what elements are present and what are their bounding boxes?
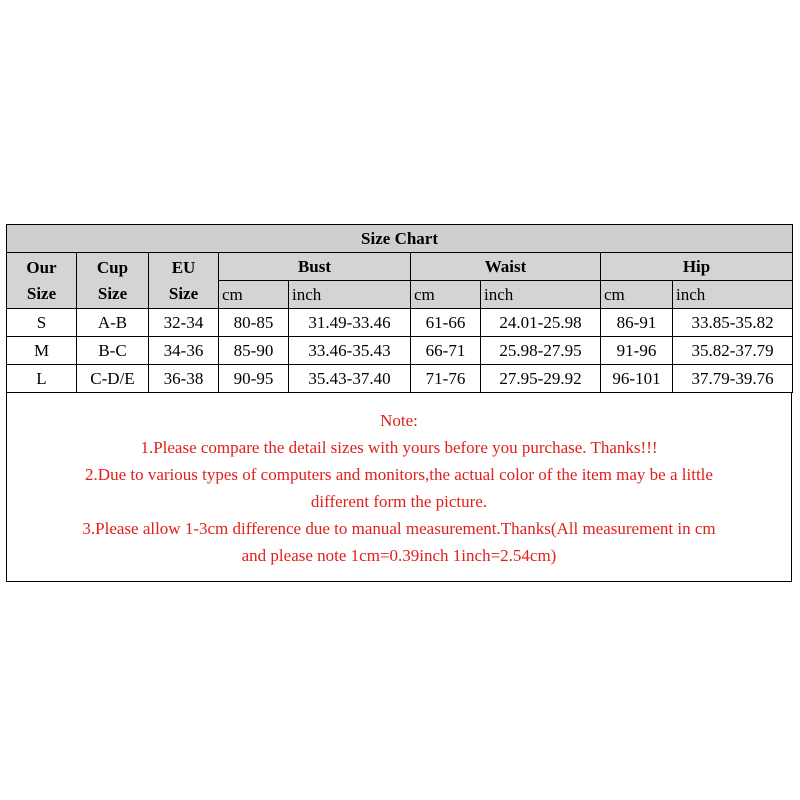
note-line: different form the picture. [310,492,488,511]
cell-waist-cm: 66-71 [411,337,481,365]
cell-waist-inch: 24.01-25.98 [481,309,601,337]
header-our-line2: Size [26,283,57,303]
cell-hip-cm: 96-101 [601,365,673,393]
note-box [6,393,792,582]
table-row [7,365,793,393]
note-heading: Note: [380,411,418,430]
cell-eu-size: 36-38 [149,365,219,393]
chart-title: Size Chart [7,225,793,253]
header-hip-cm: cm [601,281,673,309]
header-hip-inch: inch [673,281,793,309]
header-eu-size [149,253,219,309]
header-our-line1: Our [26,257,57,277]
cell-our-size: S [7,309,77,337]
cell-hip-inch: 35.82-37.79 [673,337,793,365]
header-waist-cm: cm [411,281,481,309]
header-bust: Bust [219,253,411,281]
cell-bust-inch: 33.46-35.43 [289,337,411,365]
table-row [7,309,793,337]
cell-hip-inch: 33.85-35.82 [673,309,793,337]
cell-bust-inch: 31.49-33.46 [289,309,411,337]
size-chart-table [6,224,793,393]
cell-hip-inch: 37.79-39.76 [673,365,793,393]
cell-eu-size: 34-36 [149,337,219,365]
cell-cup-size: C-D/E [77,365,149,393]
cell-hip-cm: 91-96 [601,337,673,365]
header-cup-size [77,253,149,309]
header-waist: Waist [411,253,601,281]
header-eu-line1: EU [171,257,196,277]
header-our-size [7,253,77,309]
header-bust-inch: inch [289,281,411,309]
cell-eu-size: 32-34 [149,309,219,337]
cell-waist-cm: 61-66 [411,309,481,337]
header-bust-cm: cm [219,281,289,309]
cell-bust-cm: 80-85 [219,309,289,337]
cell-cup-size: A-B [77,309,149,337]
header-hip: Hip [601,253,793,281]
header-waist-inch: inch [481,281,601,309]
size-chart [6,224,792,582]
cell-hip-cm: 86-91 [601,309,673,337]
note-line: 1.Please compare the detail sizes with yours before you purchase. Thanks!!! [140,438,658,457]
cell-waist-inch: 25.98-27.95 [481,337,601,365]
note-line: and please note 1cm=0.39inch 1inch=2.54cm) [241,546,557,565]
cell-our-size: M [7,337,77,365]
note-line: 2.Due to various types of computers and monitors,the actual color of the item may be a little [85,465,713,484]
cell-bust-cm: 85-90 [219,337,289,365]
cell-our-size: L [7,365,77,393]
note-line: 3.Please allow 1-3cm difference due to manual measurement.Thanks(All measurement in cm [82,519,716,538]
cell-bust-cm: 90-95 [219,365,289,393]
cell-waist-inch: 27.95-29.92 [481,365,601,393]
cell-waist-cm: 71-76 [411,365,481,393]
cell-cup-size: B-C [77,337,149,365]
header-cup-line1: Cup [96,257,129,277]
cell-bust-inch: 35.43-37.40 [289,365,411,393]
header-cup-line2: Size [97,283,128,303]
header-eu-line2: Size [168,283,199,303]
table-row [7,337,793,365]
